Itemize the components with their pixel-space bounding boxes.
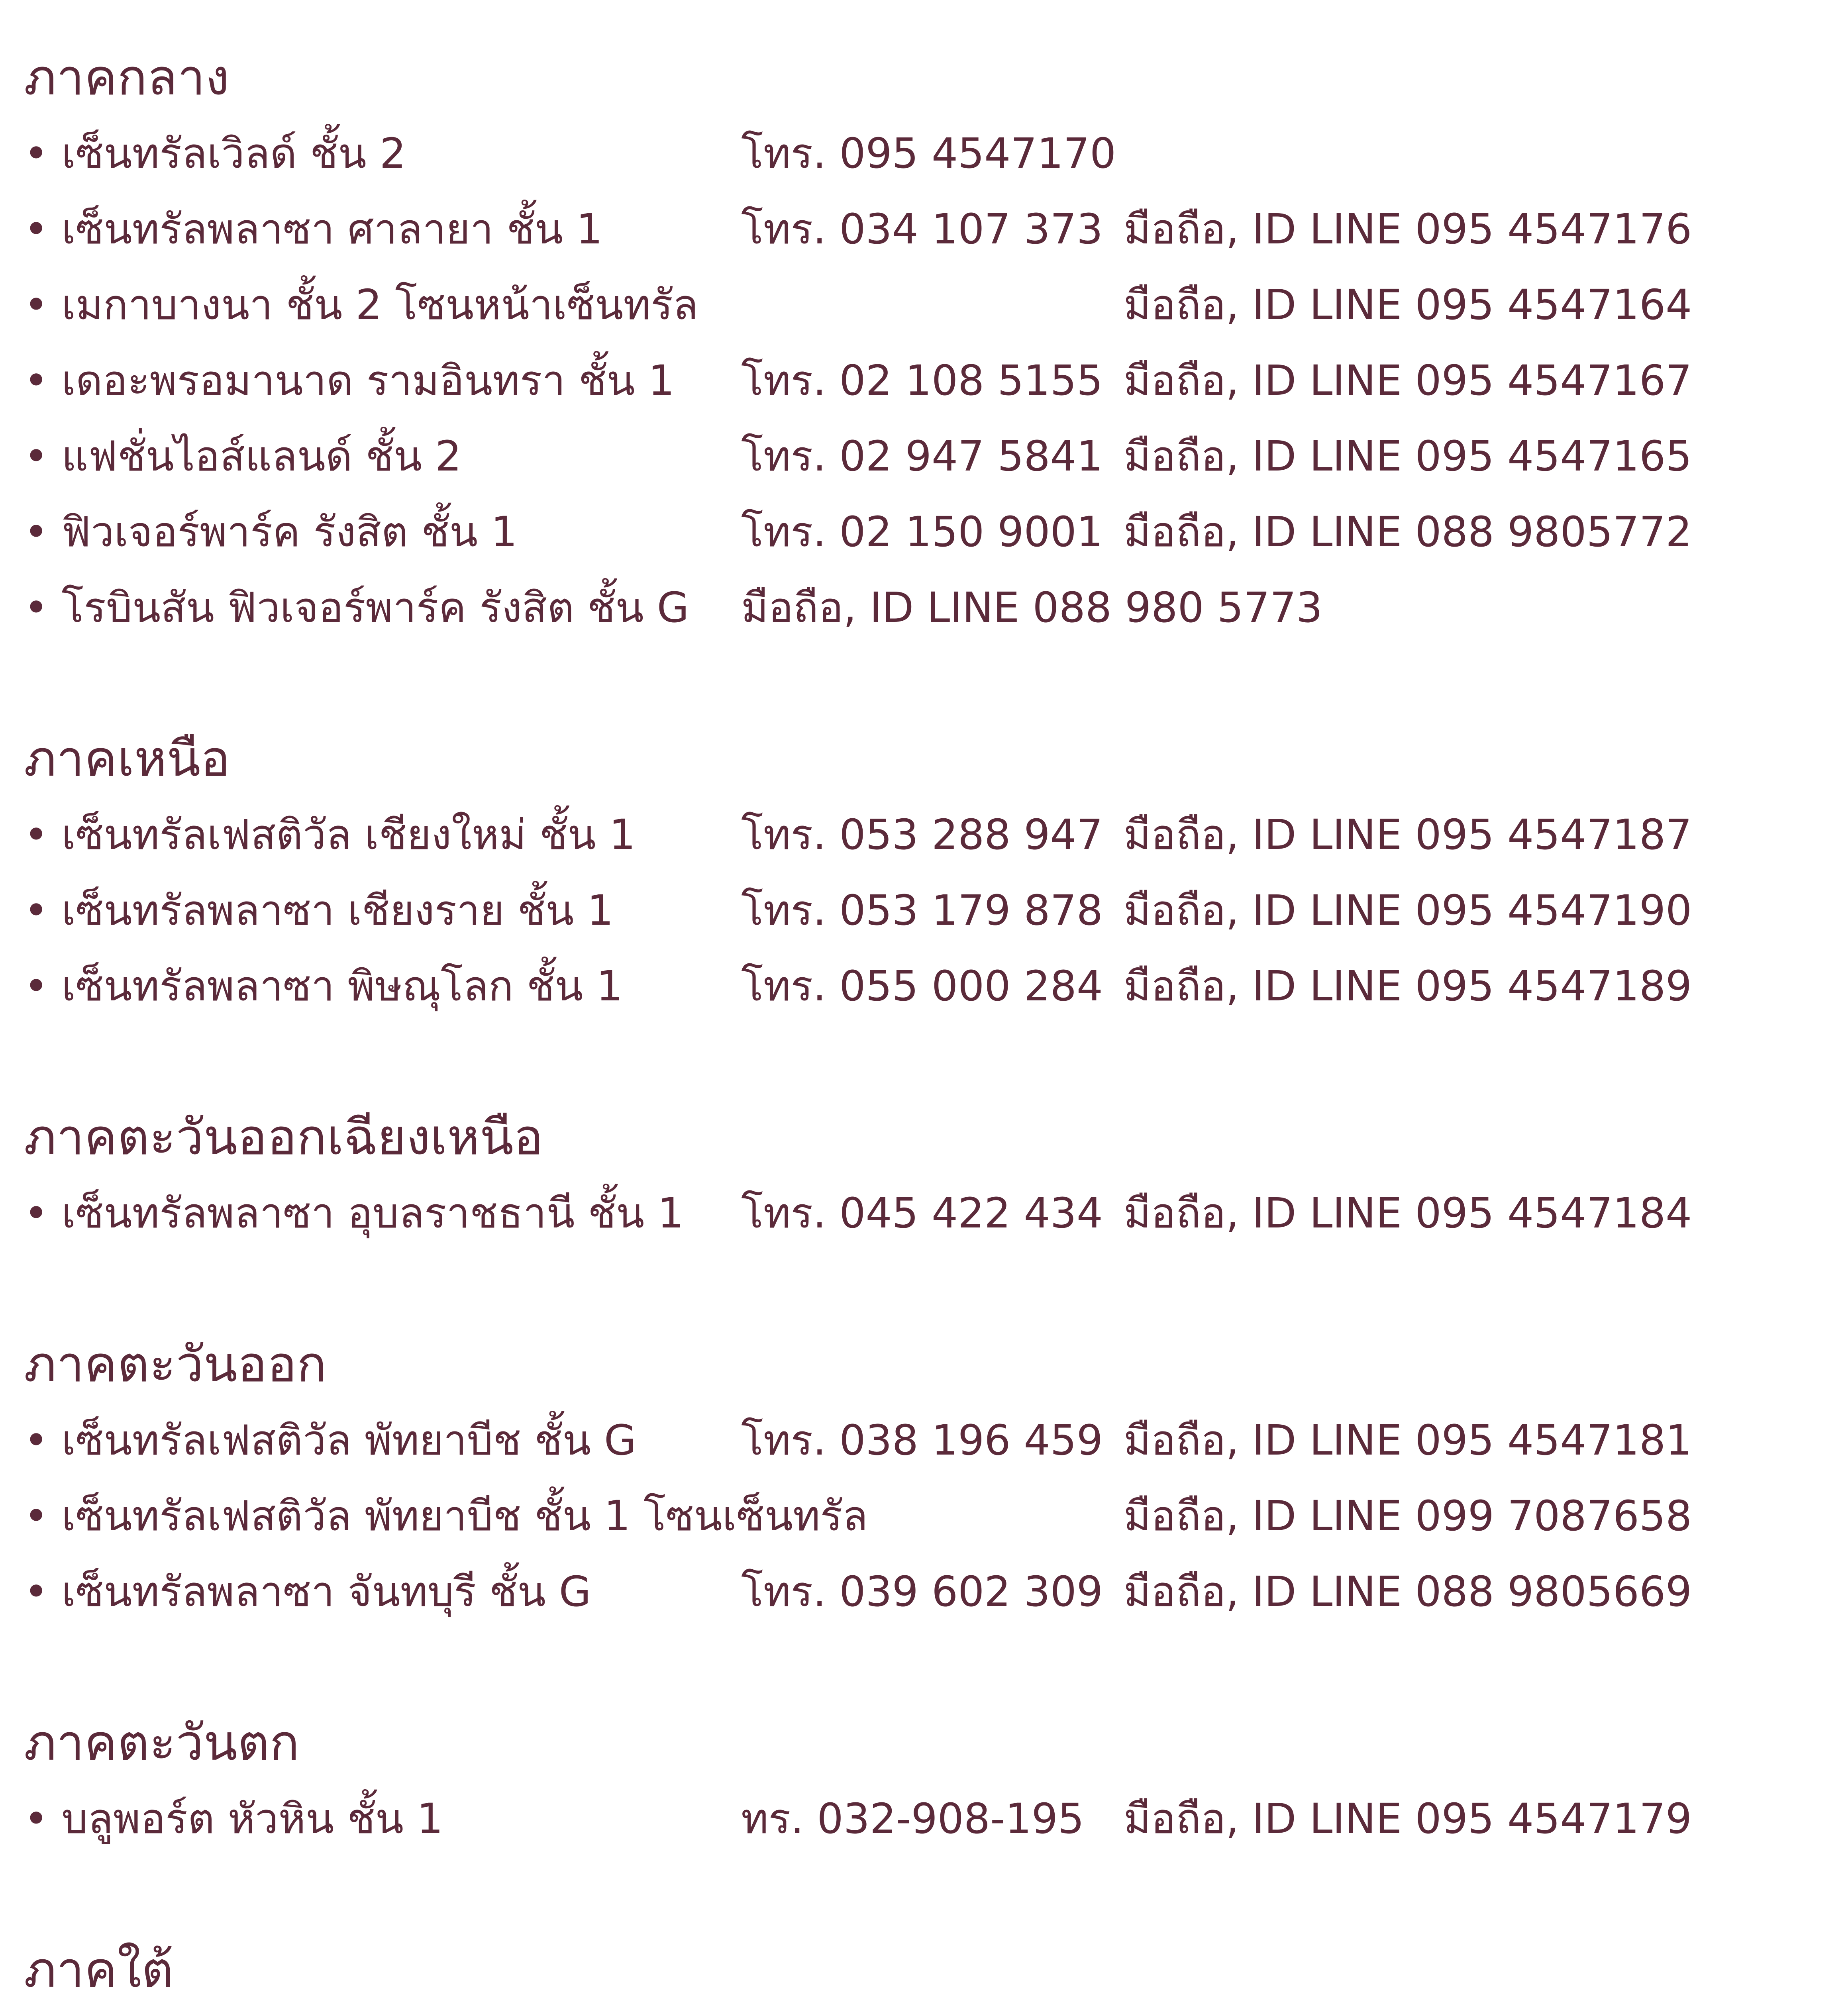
branch-name: • เซ็นทรัลเฟสติวัล พัทยาบีช ชั้น 1 โซนเซ็นทรัล — [24, 1492, 868, 1540]
branch-row — [24, 797, 1833, 872]
branch-phone: โทร. 039 602 309 — [741, 1567, 1103, 1616]
branch-row — [24, 948, 1833, 1024]
branch-row — [24, 116, 1833, 191]
section-east — [24, 1327, 1833, 1629]
section-central — [24, 40, 1833, 645]
branch-row — [24, 343, 1833, 418]
branch-phone: โทร. 034 107 373 — [741, 205, 1103, 253]
branch-name: • ฟิวเจอร์พาร์ค รังสิต ชั้น 1 — [24, 508, 518, 556]
section-west — [24, 1705, 1833, 1857]
branch-phone: โทร. 02 150 9001 — [741, 508, 1103, 556]
branch-name: • เซ็นทรัลเวิลด์ ชั้น 2 — [24, 129, 406, 178]
branch-name: • แฟชั่นไอส์แลนด์ ชั้น 2 — [24, 432, 462, 480]
branch-mobile: มือถือ, ID LINE 095 4547164 — [1124, 280, 1692, 329]
branch-mobile: มือถือ, ID LINE 095 4547190 — [1124, 886, 1692, 935]
branch-phone: โทร. 095 4547170 — [741, 129, 1116, 178]
branch-mobile: มือถือ, ID LINE 095 4547181 — [1124, 1416, 1692, 1465]
branch-row — [24, 1781, 1833, 1857]
branch-row — [24, 494, 1833, 570]
branch-mobile: มือถือ, ID LINE 088 9805772 — [1124, 508, 1692, 556]
branch-name: • เซ็นทรัลพลาซา อุบลราชธานี ชั้น 1 — [24, 1189, 684, 1237]
branch-mobile: มือถือ, ID LINE 088 9805669 — [1124, 1567, 1692, 1616]
branch-row — [24, 267, 1833, 343]
section-title: ภาคเหนือ — [24, 730, 230, 788]
branch-phone: โทร. 053 288 947 — [741, 810, 1103, 859]
branch-name: • โรบินสัน ฟิวเจอร์พาร์ค รังสิต ชั้น G — [24, 583, 689, 632]
branch-row — [24, 1175, 1833, 1251]
branch-name: • เดอะพรอมานาด รามอินทรา ชั้น 1 — [24, 356, 675, 405]
branch-mobile: มือถือ, ID LINE 095 4547187 — [1124, 810, 1692, 859]
branch-phone: ทร. 032-908-195 — [741, 1794, 1085, 1843]
branch-row — [24, 191, 1833, 267]
branch-row — [24, 418, 1833, 494]
branch-mobile: มือถือ, ID LINE 095 4547167 — [1124, 356, 1692, 405]
branch-row — [24, 872, 1833, 948]
branch-phone: โทร. 045 422 434 — [741, 1189, 1103, 1237]
branch-mobile: มือถือ, ID LINE 095 4547189 — [1124, 962, 1692, 1010]
branch-name: • เซ็นทรัลเฟสติวัล เชียงใหม่ ชั้น 1 — [24, 810, 636, 859]
branch-name: • เซ็นทรัลเฟสติวัล พัทยาบีช ชั้น G — [24, 1416, 636, 1465]
branch-name: • บลูพอร์ต หัวหิน ชั้น 1 — [24, 1794, 443, 1843]
branch-phone: โทร. 055 000 284 — [741, 962, 1103, 1010]
branch-name: • เซ็นทรัลพลาซา พิษณุโลก ชั้น 1 — [24, 962, 623, 1010]
branch-name: • เซ็นทรัลพลาซา ศาลายา ชั้น 1 — [24, 205, 603, 253]
section-title: ภาคใต้ — [24, 1941, 174, 1992]
branch-phone: โทร. 038 196 459 — [741, 1416, 1103, 1465]
section-title: ภาคตะวันออก — [24, 1336, 327, 1393]
section-title: ภาคกลาง — [24, 49, 230, 106]
section-title: ภาคตะวันออกเฉียงเหนือ — [24, 1109, 543, 1166]
section-south — [24, 1932, 1833, 1992]
branch-mobile: มือถือ, ID LINE 095 4547184 — [1124, 1189, 1692, 1237]
section-northeast — [24, 1100, 1833, 1251]
branch-row — [24, 1402, 1833, 1478]
branch-mobile: มือถือ, ID LINE 095 4547165 — [1124, 432, 1692, 480]
branch-phone: โทร. 02 947 5841 — [741, 432, 1103, 480]
branch-name: • เซ็นทรัลพลาซา จันทบุรี ชั้น G — [24, 1567, 591, 1616]
branch-mobile: มือถือ, ID LINE 095 4547176 — [1124, 205, 1692, 253]
branch-row — [24, 570, 1833, 645]
branch-row — [24, 1554, 1833, 1629]
branch-name: • เมกาบางนา ชั้น 2 โซนหน้าเซ็นทรัล — [24, 280, 698, 329]
section-north — [24, 721, 1833, 1024]
branch-phone: มือถือ, ID LINE 088 980 5773 — [741, 583, 1323, 632]
branch-mobile: มือถือ, ID LINE 095 4547179 — [1124, 1794, 1692, 1843]
branch-phone: โทร. 053 179 878 — [741, 886, 1103, 935]
section-title: ภาคตะวันตก — [24, 1714, 300, 1772]
branch-name: • เซ็นทรัลพลาซา เชียงราย ชั้น 1 — [24, 886, 614, 935]
branch-phone: โทร. 02 108 5155 — [741, 356, 1103, 405]
branch-row — [24, 1478, 1833, 1554]
branch-mobile: มือถือ, ID LINE 099 7087658 — [1124, 1492, 1692, 1540]
